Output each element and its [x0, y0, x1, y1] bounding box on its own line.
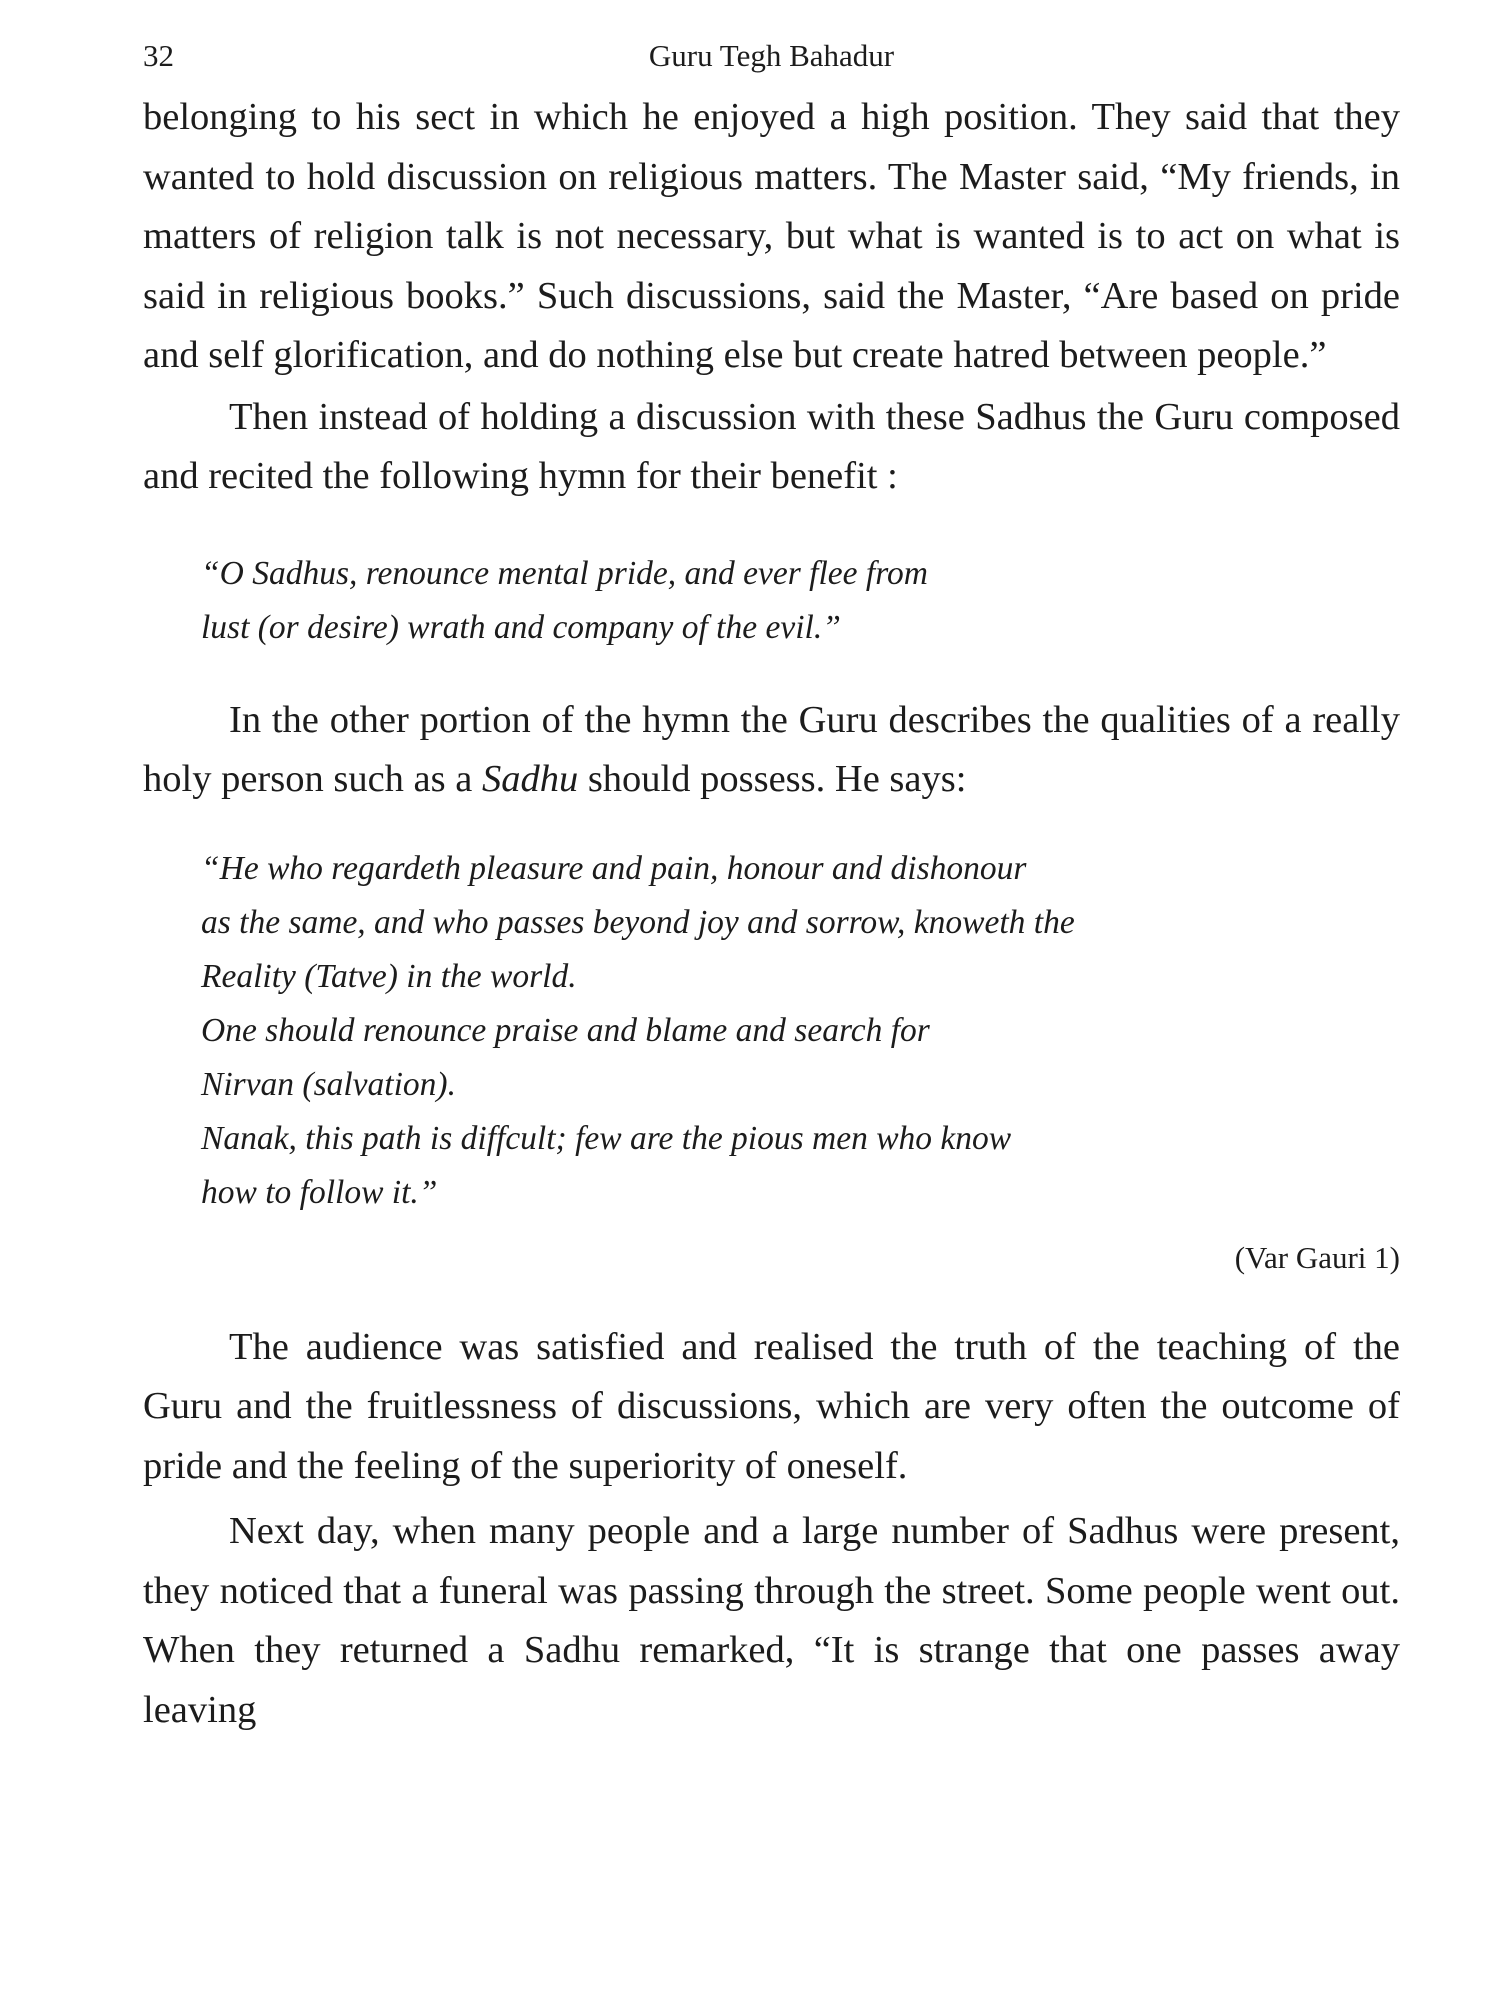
paragraph-1: belonging to his sect in which he enjoyed a high position. They said that they wanted to hold discussion on religious matters. The Master said, “My friends, in matters of religion talk is not necessary, but what is wanted is to act on what is said in religious books.” Such discussions, said the Master, “Are based on pride and self glorification, and do nothing else but create hatred between people.” [143, 96, 1400, 376]
page-number: 32 [143, 38, 174, 73]
quote-line: how to follow it.” [201, 1173, 438, 1211]
hymn-quote-1 [143, 547, 1400, 655]
emphasis-sadhu: Sadhu [481, 758, 579, 800]
hymn-quote-2 [143, 842, 1400, 1220]
paragraph-4: The audience was satisfied and realised the truth of the teaching of the Guru and the fruitlessness of discussions, which are very often the outcome of pride and the feeling of the superiority of oneself. [143, 1325, 1400, 1487]
citation: (Var Gauri 1) [1234, 1239, 1400, 1275]
quote-line: One should renounce praise and blame and search for [201, 1011, 930, 1049]
page-header [143, 32, 1400, 80]
quote-line: Nanak, this path is diffcult; few are the pious men who know [201, 1119, 1012, 1157]
paragraph-3 [143, 691, 1400, 810]
quote-line: as the same, and who passes beyond joy and sorrow, knoweth the [201, 903, 1075, 941]
paragraph-3-text-a: In the other portion of the hymn the Guru describes the qualities of a really holy person such as a [143, 698, 1400, 800]
paragraph-5: Next day, when many people and a large number of Sadhus were present, they noticed that a funeral was passing through the street. Some people went out. When they returned a Sadhu remarked, “It is strange that one passes away leaving [143, 1510, 1400, 1731]
quote-line: Nirvan (salvation). [201, 1065, 456, 1103]
quote-line: lust (or desire) wrath and company of the evil.” [201, 608, 841, 646]
quote-line: Reality (Tatve) in the world. [201, 957, 577, 995]
quote-line: “He who regardeth pleasure and pain, honour and dishonour [201, 849, 1027, 887]
running-title: Guru Tegh Bahadur [648, 38, 895, 73]
book-page [143, 32, 1400, 1972]
paragraph-2: Then instead of holding a discussion with these Sadhus the Guru composed and recited the following hymn for their benefit : [143, 395, 1400, 497]
quote-line: “O Sadhus, renounce mental pride, and ever flee from [201, 554, 928, 592]
paragraph-3-text-b: should possess. He says: [578, 758, 967, 800]
